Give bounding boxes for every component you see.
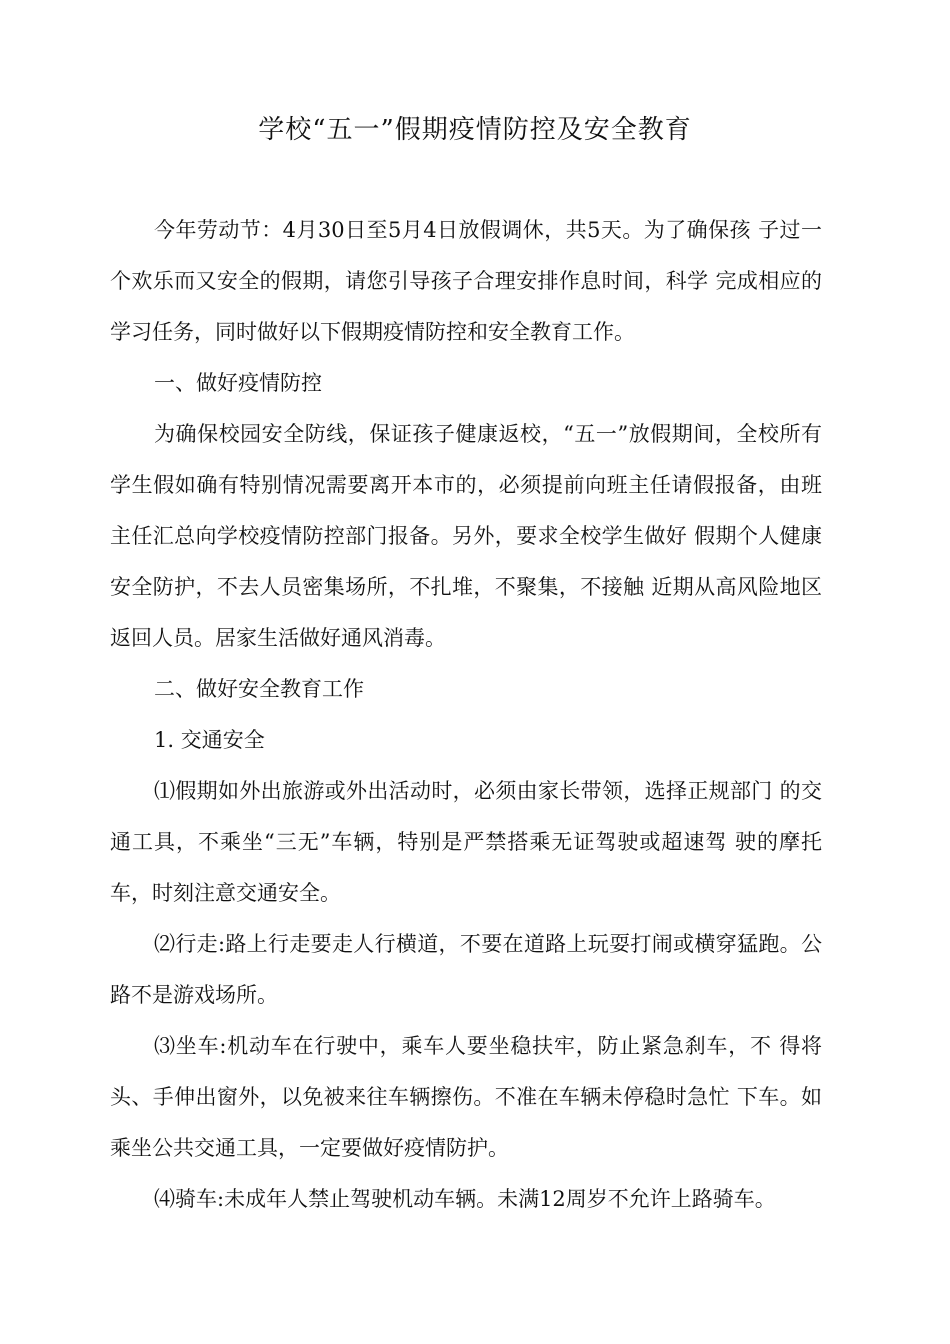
intro-paragraph: 今年劳动节：4月30日至5月4日放假调休，共5天。为了确保孩 子过一个欢乐而又安全的假期，请您引导孩子合理安排作息时间，科学 完成相应的学习任务，同时做好以下假期疫情防控和安全教育工作。 [110, 218, 822, 344]
traffic-item-1: ⑴假期如外出旅游或外出活动时，必须由家长带领，选择正规部门 的交通工具，不乘坐“三无”车辆，特别是严禁搭乘无证驾驶或超速驾 驶的摩托车，时刻注意交通安全。 [110, 779, 822, 905]
traffic-item-4: ⑷骑车:未成年人禁止驾驶机动车辆。未满12周岁不允许上路骑车。 [154, 1187, 776, 1211]
subheading-traffic-safety: 1. 交通安全 [154, 728, 265, 752]
page-title: 学校“五一”假期疫情防控及安全教育 [258, 115, 692, 145]
traffic-item-2: ⑵行走:路上行走要走人行横道，不要在道路上玩耍打闹或横穿猛跑。公路不是游戏场所。 [110, 932, 822, 1007]
document-body [110, 205, 822, 1225]
epidemic-paragraph: 为确保校园安全防线，保证孩子健康返校，“五一”放假期间，全校所有学生假如确有特别情况需要离开本市的，必须提前向班主任请假报备，由班主任汇总向学校疫情防控部门报备。另外，要求全校学生做好 假期个人健康安全防护，不去人员密集场所，不扎堆，不聚集，不接触 近期从高风险地区返回人员。居家生活做好通风消毒。 [110, 422, 822, 650]
traffic-item-3: ⑶坐车:机动车在行驶中，乘车人要坐稳扶牢，防止紧急刹车，不 得将头、手伸出窗外，以免被来往车辆擦伤。不准在车辆未停稳时急忙 下车。如乘坐公共交通工具，一定要做好疫情防护。 [110, 1034, 822, 1160]
section-heading-epidemic: 一、做好疫情防控 [154, 371, 322, 395]
section-heading-safety: 二、做好安全教育工作 [154, 677, 364, 701]
